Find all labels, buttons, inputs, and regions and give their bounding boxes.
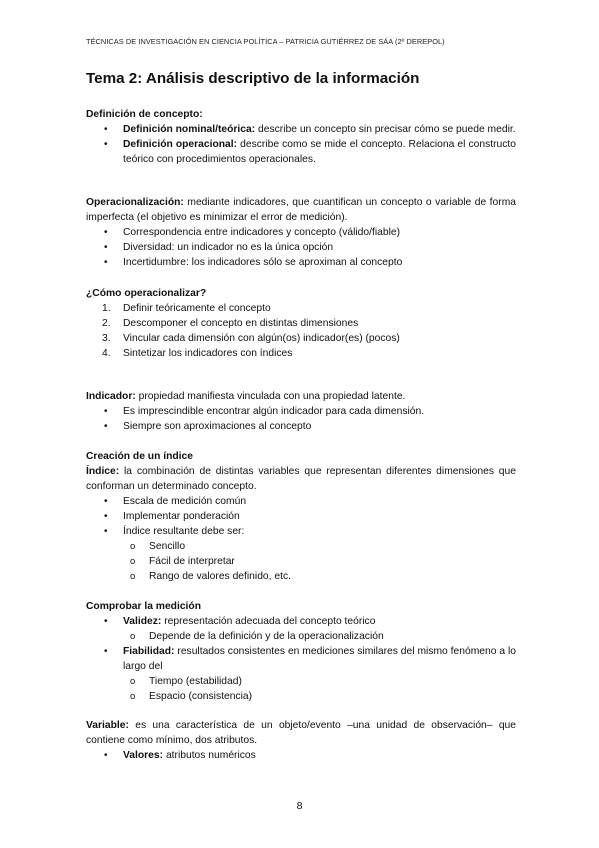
list-item [86,494,516,509]
list-item-text: Sintetizar los indicadores con índices [123,348,293,359]
sub-list-item [86,689,516,704]
sub-list-item [86,629,516,644]
list-item-text: Definir teóricamente el concepto [123,303,271,314]
term-text: mediante indicadores, que cuantifican un concepto o variable de forma imperfecta (el objetivo es minimizar el error de medición). [86,197,516,223]
bullet-marker [104,419,118,434]
term-label: Definición operacional: [123,139,238,150]
list-item-text: Es imprescindible encontrar algún indicador para cada dimensión. [123,406,425,417]
sub-bullet-marker: o [130,676,136,687]
list-item [86,614,516,629]
term-text: resultados consistentes en mediciones similares del mismo fenómeno a lo largo del [123,646,516,672]
term-text: representación adecuada del concepto teórico [161,616,376,627]
paragraph [86,195,516,225]
list-number: 2. [102,318,111,329]
sub-list-item [86,539,516,554]
term-text: propiedad manifiesta vinculada con una propiedad latente. [135,391,406,402]
term-text: la combinación de distintas variables que representan diferentes dimensiones que conforman un determinado concepto. [86,466,516,492]
list-item [86,404,516,419]
section-definicion [86,107,516,167]
term-label: Variable: [86,720,129,731]
bullet-list [86,122,516,167]
bullet-marker [104,614,118,629]
list-number: 1. [102,303,111,314]
numbered-list [86,301,516,361]
sub-bullet-marker: o [130,631,136,642]
list-number: 3. [102,333,111,344]
sub-list-item [86,569,516,584]
term-label: Validez: [123,616,162,627]
list-item-text: Fácil de interpretar [149,556,235,567]
page-title: Tema 2: Análisis descriptivo de la información [86,70,420,87]
list-item [86,137,516,167]
paragraph [86,464,516,494]
page-number: 8 [296,800,303,812]
list-number: 4. [102,348,111,359]
bullet-marker [104,509,118,524]
bullet-marker [104,240,118,255]
list-item [86,346,516,361]
list-item-text: Índice resultante debe ser: [123,526,245,537]
sub-list [86,674,516,704]
bullet-list [86,225,516,270]
sub-list [86,629,516,644]
list-item-text: Diversidad: un indicador no es la única opción [123,242,334,253]
bullet-marker [104,137,118,152]
sub-bullet-marker: o [130,556,136,567]
list-item [86,748,516,763]
sub-bullet-marker: o [130,571,136,582]
list-item [86,524,516,539]
bullet-marker [104,644,118,659]
list-item-text: Sencillo [149,541,186,552]
bullet-marker [104,404,118,419]
list-item [86,331,516,346]
bullet-marker [104,524,118,539]
sub-list-item [86,674,516,689]
bullet-list [86,644,516,674]
term-label: Indicador: [86,391,136,402]
list-item-text: Implementar ponderación [123,511,240,522]
term-label: Valores: [123,750,164,761]
term-label: Fiabilidad: [123,646,175,657]
bullet-list [86,748,516,763]
list-item-text: Tiempo (estabilidad) [149,676,242,687]
running-header: TÉCNICAS DE INVESTIGACIÓN EN CIENCIA POLÍTICA – PATRICIA GUTIÉRREZ DE SÁA (2º DEREPOL) [86,37,445,46]
term-text: es una característica de un objeto/evento –una unidad de observación– que contiene como mínimo, dos atributos. [86,720,516,746]
bullet-list [86,614,516,629]
term-label: Operacionalización: [86,197,184,208]
section-como-operacionalizar [86,286,516,361]
term-text: describe como se mide el concepto. Relaciona el constructo teórico con procedimientos operacionales. [123,139,517,165]
list-item [86,509,516,524]
term-label: Definición nominal/teórica: [123,124,256,135]
list-item [86,122,516,137]
section-heading: Creación de un índice [86,451,193,462]
list-item [86,644,516,674]
sub-list [86,539,516,584]
bullet-marker [104,225,118,240]
list-item-text: Espacio (consistencia) [149,691,253,702]
list-item [86,316,516,331]
term-text: atributos numéricos [163,750,256,761]
section-variable [86,718,516,763]
section-indice [86,449,516,584]
bullet-marker [104,748,118,763]
sub-list-item [86,554,516,569]
paragraph [86,718,516,748]
bullet-marker [104,255,118,270]
list-item [86,225,516,240]
paragraph [86,389,516,404]
bullet-list [86,494,516,539]
list-item-text: Vincular cada dimensión con algún(os) indicador(es) (pocos) [123,333,400,344]
list-item-text: Rango de valores definido, etc. [149,571,291,582]
section-indicador [86,389,516,434]
list-item [86,301,516,316]
sub-bullet-marker: o [130,541,136,552]
list-item [86,240,516,255]
section-heading: Definición de concepto: [86,109,203,120]
list-item-text: Depende de la definición y de la operacionalización [149,631,384,642]
bullet-list [86,404,516,434]
bullet-marker [104,122,118,137]
term-label: Índice: [86,466,120,477]
list-item [86,419,516,434]
list-item-text: Descomponer el concepto en distintas dimensiones [123,318,359,329]
sub-bullet-marker: o [130,691,136,702]
section-operacionalizacion [86,195,516,270]
term-text: describe un concepto sin precisar cómo se puede medir. [255,124,516,135]
list-item [86,255,516,270]
section-heading: Comprobar la medición [86,601,202,612]
section-comprobar-medicion [86,599,516,704]
list-item-text: Escala de medición común [123,496,247,507]
list-item-text: Correspondencia entre indicadores y concepto (válido/fiable) [123,227,401,238]
list-item-text: Incertidumbre: los indicadores sólo se aproximan al concepto [123,257,403,268]
list-item-text: Siempre son aproximaciones al concepto [123,421,312,432]
bullet-marker [104,494,118,509]
section-heading: ¿Cómo operacionalizar? [86,288,207,299]
